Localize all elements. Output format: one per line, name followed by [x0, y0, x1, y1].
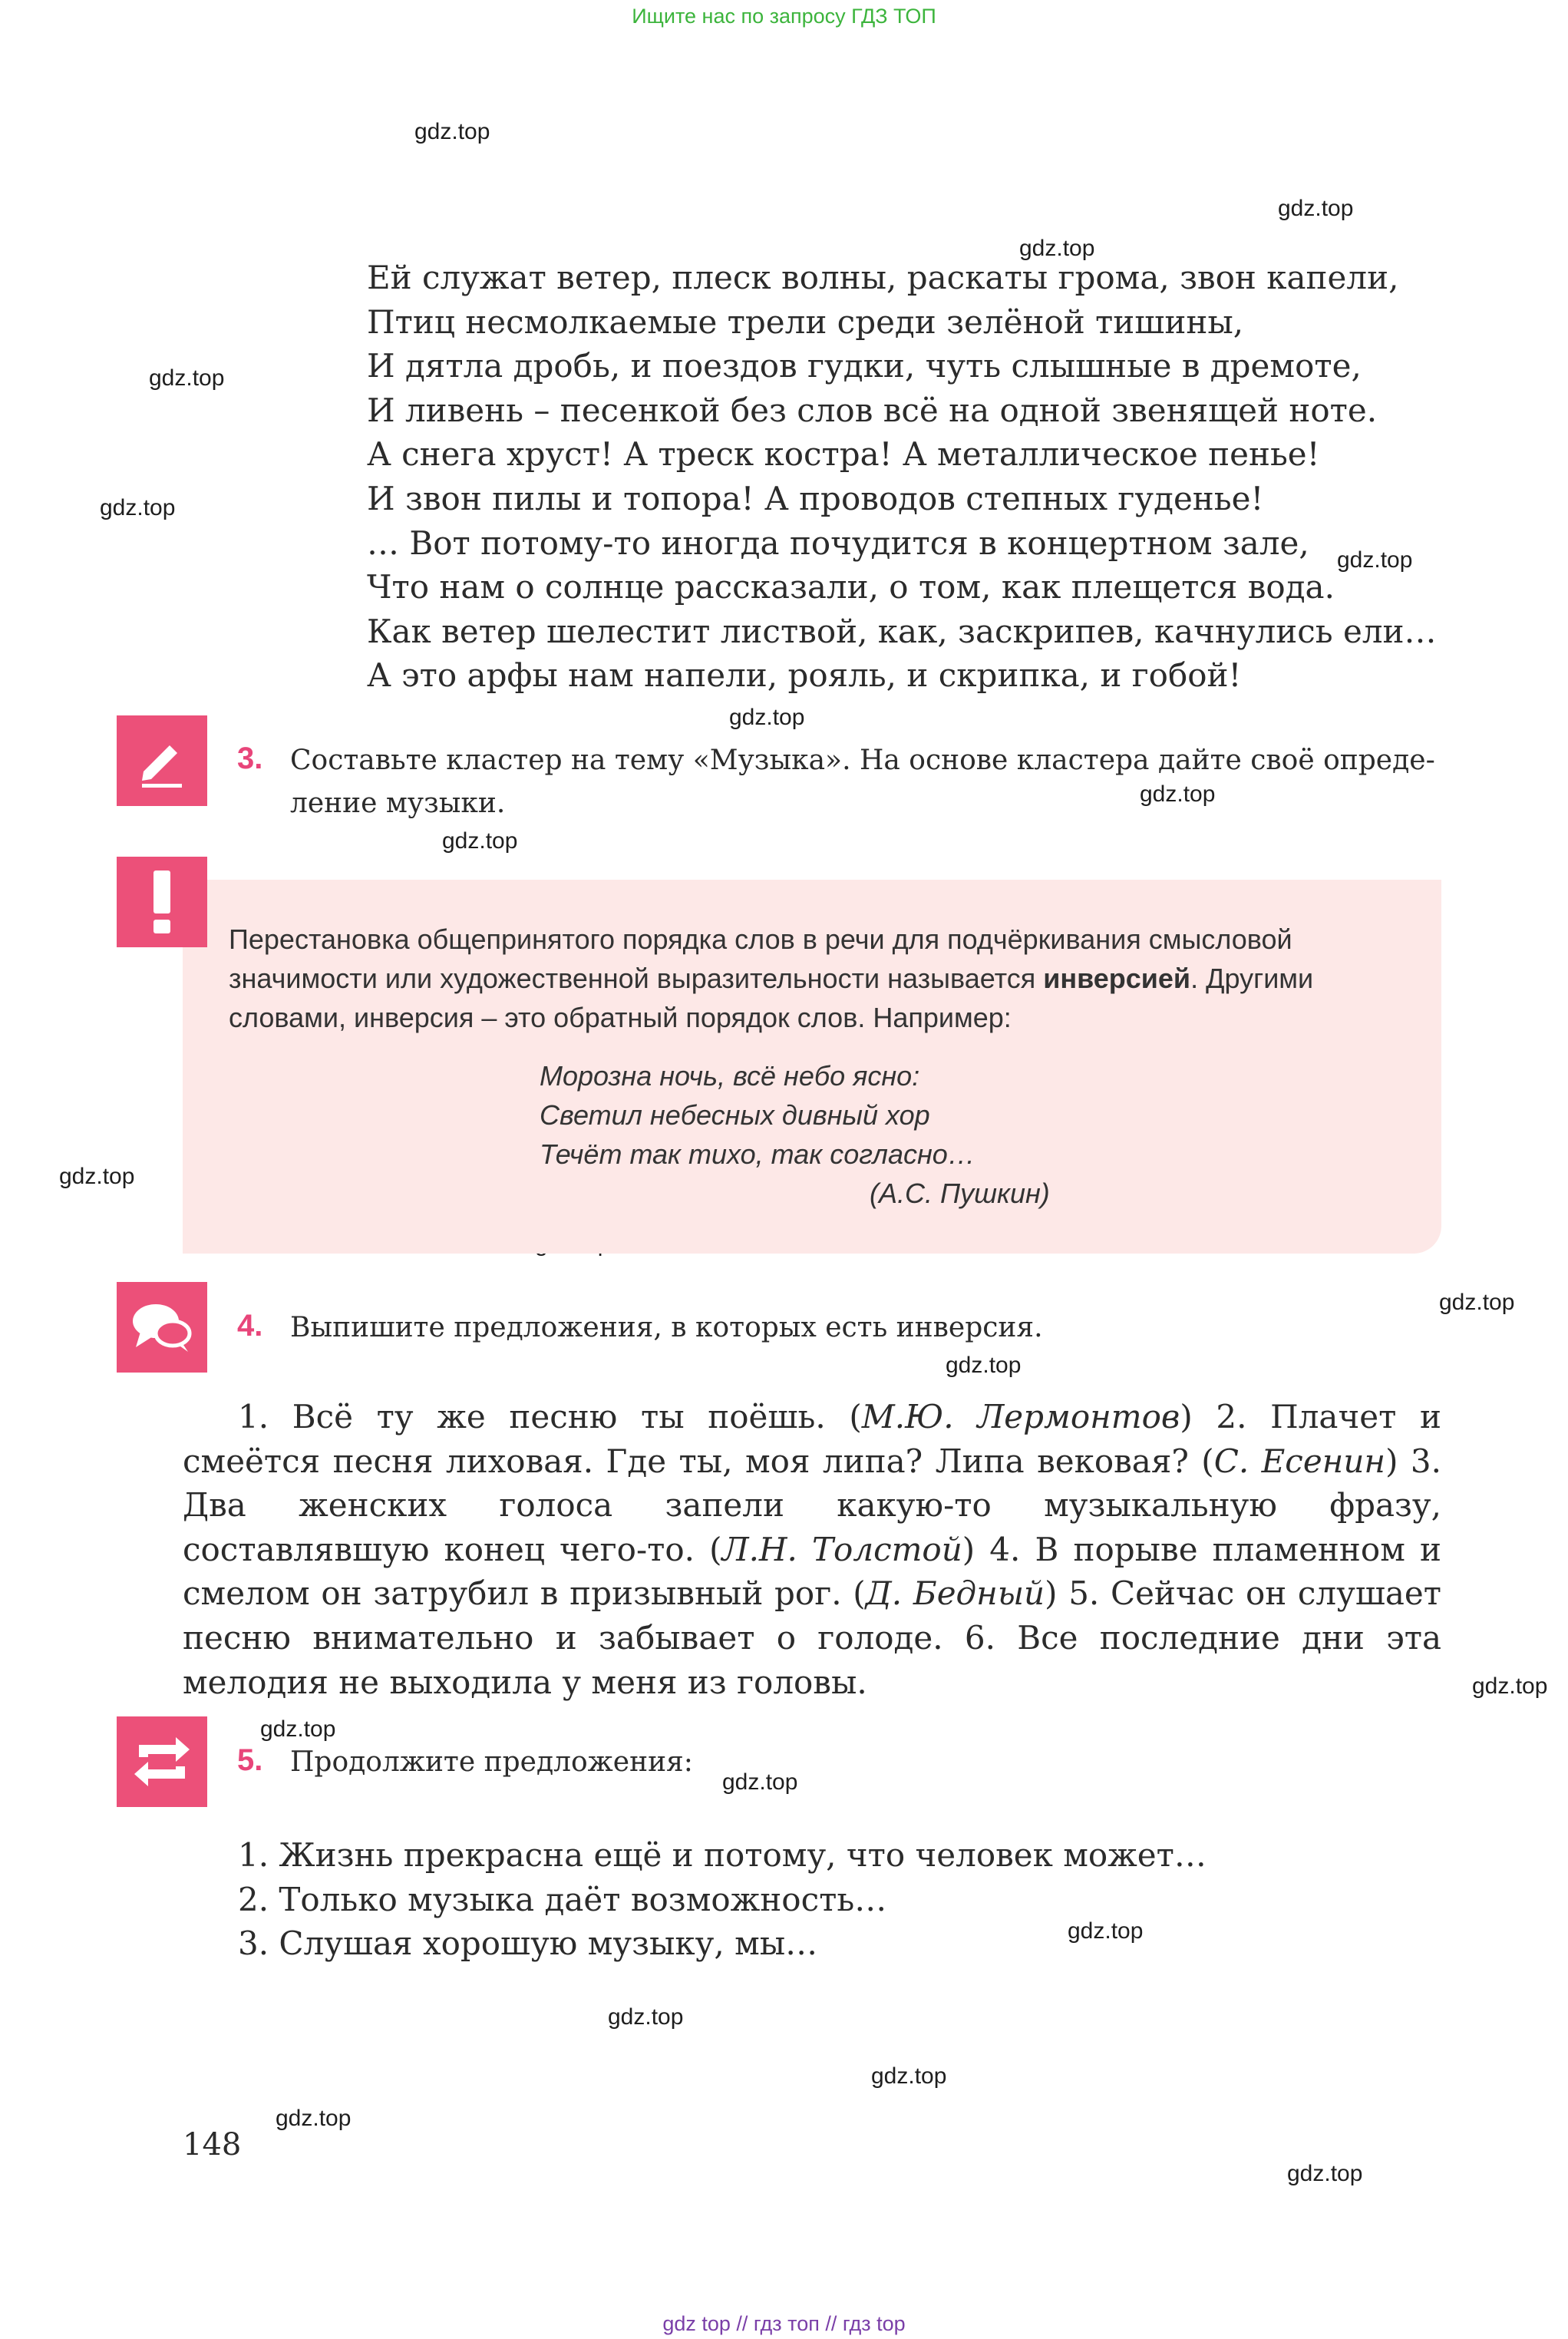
sentence-author: С. Есенин [1213, 1442, 1386, 1480]
task-5-text: Продолжите предложения: [290, 1746, 693, 1778]
sentence: 3. Два женских голоса запели какую-то музыкальную фразу, составлявшую конец чего-то. ( [183, 1442, 1441, 1568]
poem-line: А это арфы нам напели, рояль, и скрипка, и гобой! [367, 656, 1242, 695]
task-3-text [290, 739, 1441, 825]
sentence: 1. Всё ту же песню ты поёшь. ( [238, 1398, 862, 1435]
task-5-number: 5. [237, 1743, 263, 1777]
footer: gdz top // гдз топ // гдз top [662, 2312, 906, 2335]
watermark: gdz.top [1278, 196, 1354, 221]
repeat-arrows-icon [117, 1716, 207, 1807]
sentence-paren: ) [1180, 1398, 1216, 1435]
sentence: 2. Плачет и смеётся песня лиховая. Где ты, моя липа? Липа вековая? ( [183, 1398, 1441, 1480]
quote-line: Течёт так тихо, так согласно… [540, 1138, 975, 1170]
watermark: gdz.top [871, 2063, 947, 2089]
watermark: gdz.top [1287, 2161, 1363, 2186]
watermark: gdz.top [100, 495, 176, 520]
watermark: gdz.top [946, 1353, 1022, 1378]
poem-line: Как ветер шелестит листвой, как, заскрипев, качнулись ели… [367, 612, 1437, 650]
sentence-paren: ) [962, 1530, 990, 1568]
poem-line: И дятла дробь, и поездов гудки, чуть слышные в дремоте, [367, 347, 1362, 385]
task-3-line: ление музыки. [290, 788, 506, 819]
rule-text: Перестановка общепринятого порядка слов в речи для подчёркивания смысловой значимости или художественной выразительности называется [229, 923, 1292, 994]
watermark: gdz.top [1337, 547, 1413, 573]
watermark: gdz.top [59, 1164, 135, 1189]
watermark: gdz.top [729, 705, 805, 730]
quote-line: Морозна ночь, всё небо ясно: [540, 1060, 920, 1092]
list-item: 2. Только музыка даёт возможность… [238, 1880, 887, 1918]
exclamation-icon [117, 857, 207, 947]
sentence: 4. В порыве пламенном и смелом он затрубил в призывный рог. ( [183, 1530, 1441, 1613]
poem-line: Ей служат ветер, плеск волны, раскаты грома, звон капели, [367, 259, 1399, 296]
rule-text: . Другими словами, инверсия – это обратный порядок слов. Например: [229, 963, 1314, 1033]
watermark: gdz.top [260, 1716, 336, 1742]
watermark: gdz.top [608, 2004, 684, 2030]
sentence-paren: ) [1045, 1574, 1069, 1613]
page-number: 148 [183, 2127, 242, 2162]
poem-line: И ливень – песенкой без слов всё на одной звенящей ноте. [367, 391, 1378, 429]
poem-line: Что нам о солнце рассказали, о том, как плещется вода. [367, 568, 1335, 606]
pencil-icon [117, 715, 207, 806]
watermark: gdz.top [414, 119, 490, 144]
watermark: gdz.top [1019, 236, 1095, 261]
sentence-author: Д. Бедный [865, 1574, 1045, 1613]
quote-author: (А.С. Пушкин) [870, 1178, 1050, 1209]
task-3-number: 3. [237, 742, 263, 775]
rule-definition [229, 920, 1411, 1037]
sentence-paren: ) [1385, 1442, 1411, 1480]
poem-line: И звон пилы и топора! А проводов степных гуденье! [367, 479, 1264, 517]
watermark: gdz.top [1439, 1290, 1515, 1315]
poem-line: А снега хруст! А треск костра! А металлическое пенье! [367, 435, 1320, 474]
list-item: 1. Жизнь прекрасна ещё и потому, что человек может… [238, 1836, 1207, 1874]
task-4-number: 4. [237, 1309, 263, 1343]
watermark: gdz.top [1140, 781, 1216, 807]
poem [367, 256, 1437, 698]
quote-line: Светил небесных дивный хор [540, 1099, 930, 1131]
rule-term: инверсией [1043, 963, 1191, 994]
task-4-sentences [183, 1395, 1441, 1704]
sentence-author: М.Ю. Лермонтов [861, 1398, 1180, 1435]
sentence-author: Л.Н. Толстой [721, 1530, 962, 1568]
watermark: gdz.top [276, 2106, 352, 2131]
speech-bubbles-icon [117, 1282, 207, 1373]
top-banner: Ищите нас по запросу ГДЗ ТОП [632, 5, 936, 28]
watermark: gdz.top [149, 365, 225, 391]
sentence: 5. Сейчас он слушает песню внимательно и забывает о голоде. 6. Все последние дни эта мелодия не выходила у меня из головы. [183, 1574, 1442, 1701]
poem-line: Птиц несмолкаемые трели среди зелёной тишины, [367, 302, 1244, 341]
watermark: gdz.top [722, 1769, 798, 1795]
task-4-text: Выпишите предложения, в которых есть инверсия. [290, 1312, 1043, 1343]
list-item: 3. Слушая хорошую музыку, мы… [238, 1924, 818, 1963]
task-5-list [238, 1833, 1207, 1966]
poem-line: … Вот потому-то иногда почудится в концертном зале, [367, 524, 1309, 562]
watermark: gdz.top [1068, 1918, 1144, 1944]
watermark: gdz.top [442, 828, 518, 854]
watermark: gdz.top [1472, 1673, 1548, 1699]
task-3-line: Составьте кластер на тему «Музыка». На основе кластера дайте своё опреде- [290, 745, 1435, 776]
pushkin-quote [540, 1056, 1050, 1213]
